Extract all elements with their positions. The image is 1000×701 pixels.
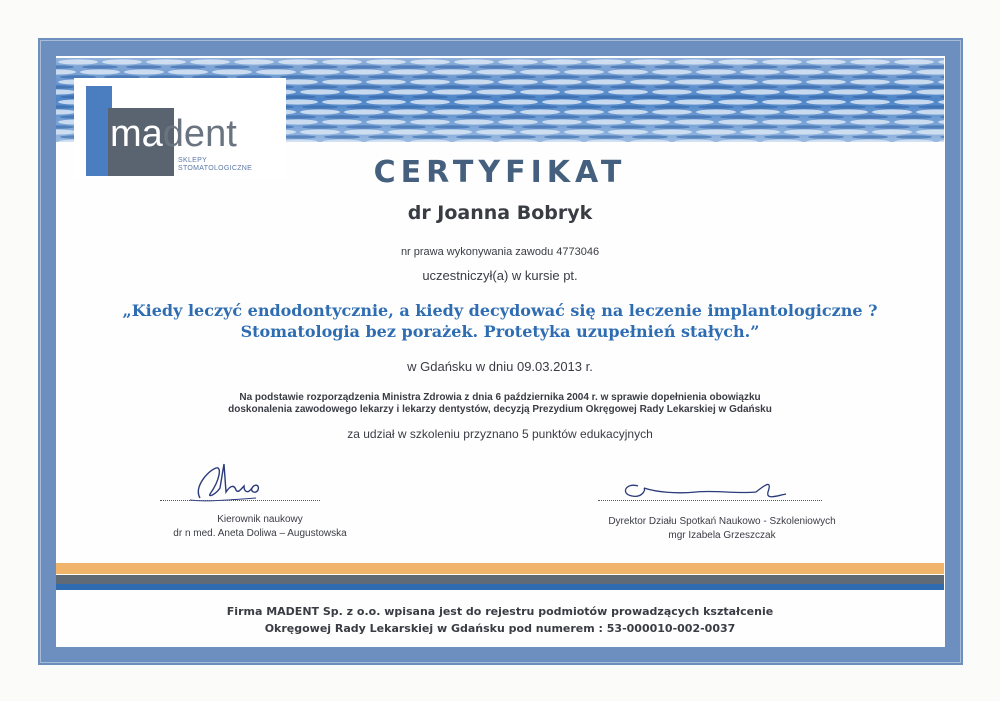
course-title (0, 300, 1000, 342)
logo-subtitle-line2: STOMATOLOGICZNE (178, 165, 253, 172)
decorative-stripe-orange (56, 563, 944, 574)
registry-footer-line1: Firma MADENT Sp. z o.o. wpisana jest do rejestru podmiotów prowadzących kształcenie (226, 605, 774, 618)
participation-text: uczestniczył(a) w kursie pt. (422, 268, 578, 283)
registry-footer-line2: Okręgowej Rady Lekarskiej w Gdańsku pod numerem : 53-000010-002-0037 (264, 622, 736, 635)
recipient-name: dr Joanna Bobryk (407, 202, 593, 224)
license-number: nr prawa wykonywania zawodu 4773046 (400, 246, 600, 258)
signature-line-right (598, 500, 822, 501)
signatory-left-name: dr n med. Aneta Doliwa – Augustowska (173, 528, 347, 539)
registry-footer (0, 603, 1000, 637)
course-title-line1: „Kiedy leczyć endodontycznie, a kiedy decydować się na leczenie implantologiczne ? (122, 301, 878, 320)
certificate-title: CERTYFIKAT (373, 155, 627, 190)
logo-wordmark (110, 114, 237, 154)
signature-line-left (160, 500, 320, 501)
logo-subtitle-line1: SKLEPY (178, 157, 208, 164)
signatory-right-name: mgr Izabela Grzeszczak (668, 530, 776, 541)
legal-basis (0, 392, 1000, 416)
place-and-date: w Gdańsku w dniu 09.03.2013 r. (407, 359, 593, 374)
logo-wordmark-dent: dent (162, 113, 237, 155)
education-points: za udział w szkoleniu przyznano 5 punktów edukacyjnych (347, 427, 653, 441)
signatory-left-role: Kierownik naukowy (217, 514, 303, 525)
signatory-right-role: Dyrektor Działu Spotkań Naukowo - Szkoleniowych (608, 516, 836, 527)
legal-basis-line1: Na podstawie rozporządzenia Ministra Zdrowia z dnia 6 października 2004 r. w sprawie dopełnienia obowiązku (239, 392, 761, 403)
signature-left (186, 458, 276, 504)
signature-caption-right (584, 515, 860, 543)
course-title-line2: Stomatologia bez porażek. Protetyka uzupełnień stałych.” (240, 322, 760, 341)
decorative-stripe-blue (56, 584, 944, 590)
signature-right (616, 472, 806, 508)
signature-caption-left (150, 513, 370, 541)
legal-basis-line2: doskonalenia zawodowego lekarzy i lekarzy dentystów, decyzją Prezydium Okręgowej Rady Lekarskiej w Gdańsku (228, 404, 772, 415)
logo-wordmark-ma: ma (110, 113, 163, 155)
